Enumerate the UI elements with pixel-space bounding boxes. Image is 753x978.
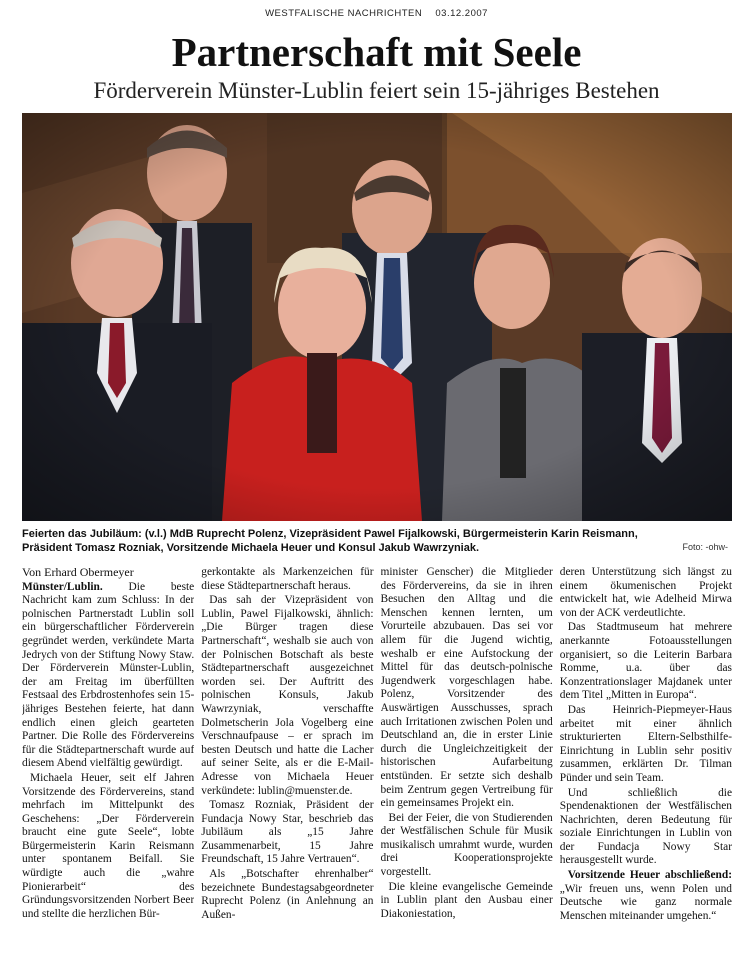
paragraph: Als „Botschafter ehrenhalber“ bezeichnete Bundestagsabgeordneter Ruprecht Polenz (in Anlehnung an Außen- — [201, 868, 374, 921]
dateline: Münster/Lublin. — [22, 580, 103, 593]
article-column-4 — [560, 566, 732, 974]
paragraph — [22, 581, 194, 771]
paragraph: minister Genscher) die Mitglieder des Fördervereins, da sie in ihren Besuchen den Alltag und die Menschen kennen lernten, um Vorurteile abzubauen. Das sei vor allem für die Jugend wichtig, weshalb er eine Aufstockung der Mittel für das deutsch-polnische Jugendwerk vorgeschlagen habe. Polenz, Vorsitzender des Auswärtigen Ausschusses, sprach auch Irritationen zwischen Polen und Deutschland an, die in erster Linie durch die Ungleichzeitigkeit der historischen Aufarbeitung entstünden. Er setzte sich deshalb beim Zentrum gegen Vertreibung für ein gemeinsames Projekt ein. — [380, 566, 553, 810]
caption-line-1: Feierten das Jubiläum: (v.l.) MdB Ruprecht Polenz, Vizepräsident Pawel Fijalkowski, Bürgermeisterin Karin Reismann, — [22, 528, 638, 540]
paragraph: deren Unterstützung sich längst zu einem ökumenischen Projekt entwickelt hat, wie Adelheid Mirwa von der ACK verdeutlichte. — [559, 566, 732, 619]
closing-quote-lead: Vorsitzende Heuer abschließend: — [567, 869, 732, 882]
paragraph-text: Die beste Nachricht kam zum Schluss: In der polnischen Partnerstadt Lublin soll ein bürgerschaftlicher Förderverein gegründet werden, verkündete Marta Jedrych von der Stiftung Nowy Staw. Der Förderverein Münster-Lublin, der am Freitag im überfüllten Festsaal des Erbdrostenhofes sein 15-jähriges Bestehen feierte, hat dann endlich einen gleich gearteten Partner. Die Rolle des Fördervereins für die Städtepartnerschaft wurde auf diesem Abend vielfältig gewürdigt. — [22, 580, 195, 770]
paragraph: Bei der Feier, die von Studierenden der Westfälischen Schule für Musik musikalisch umrahmt wurde, wurden drei Kooperationsprojekte vorgestellt. — [380, 811, 553, 879]
article-body — [22, 566, 732, 974]
photo-caption — [22, 527, 732, 555]
closing-quote: „Wir freuen uns, wenn Polen und Deutsche wie ganz normale Menschen miteinander umgehen.“ — [559, 882, 732, 922]
publication-date: 03.12.2007 — [435, 8, 488, 19]
article-column-3 — [381, 566, 553, 974]
paragraph: Das Stadtmuseum hat mehrere anerkannte Fotoausstellungen organisiert, so die Leiterin Barbara Romme, u.a. über das Konzentrationslager Majdanek unter dem Titel „Mitten in Europa“. — [559, 621, 732, 702]
byline: Von Erhard Obermeyer — [22, 566, 134, 579]
paragraph: Tomasz Rozniak, Präsident der Fundacja Nowy Star, beschrieb das Jubiläum als „15 Jahre Zusammenarbeit, 15 Jahre Freundschaft, 15 Jahre Vertrauen“. — [201, 799, 374, 866]
paragraph: Und schließlich die Spendenaktionen der Westfälischen Nachrichten, deren Bedeutung für soziale Einrichtungen in Lublin von der Fundacja Nowy Star herausgestellt wurde. — [559, 786, 732, 867]
paragraph: Die kleine evangelische Gemeinde in Lublin plant den Ausbau einer Diakoniestation, — [380, 880, 553, 920]
paragraph: Das Heinrich-Piepmeyer-Haus arbeitet mit einer ähnlich strukturierten Eltern-Selbsthilfe-Einrichtung in Lublin sehr positiv zusammen, erklärten Dr. Tilman Pünder und sein Team. — [559, 703, 732, 784]
photo-credit: Foto: -ohw- — [682, 542, 728, 552]
newspaper-name: WESTFALISCHE NACHRICHTEN — [265, 8, 423, 19]
caption-line-2: Präsident Tomasz Rozniak, Vorsitzende Michaela Heuer und Konsul Jakub Wawrzyniak. — [22, 542, 480, 554]
group-photo — [22, 113, 732, 521]
headline: Partnerschaft mit Seele — [171, 29, 582, 75]
masthead — [0, 8, 753, 19]
subheadline: Förderverein Münster-Lublin feiert sein 15-jähriges Bestehen — [93, 78, 660, 103]
paragraph: gerkontakte als Markenzeichen für diese Städtepartnerschaft heraus. — [201, 566, 374, 592]
paragraph: Das sah der Vizepräsident von Lublin, Pawel Fijalkowski, ähnlich: „Die Bürger tragen diese Partnerschaft“, weshalb sie auch von der Polnischen Botschaft als beste Städtepartnerschaft ausgezeichnet worden sei. Der Auftritt des polnischen Konsuls, Jakub Wawrzyniak, verschaffte Dolmetscherin Jola Vogelberg eine Verschnaufpause – er sprach im besten Deutsch und hatte die Lacher auf seiner Seite, als er die E-Mail-Adresse von Michaela Heuer verkündete: lublin@muenster.de. — [201, 594, 374, 797]
paragraph — [560, 869, 732, 923]
paragraph: Michaela Heuer, seit elf Jahren Vorsitzende des Fördervereins, stand mehrfach im Mittelpunkt des Geschehens: „Der Förderverein braucht eine gute Seele“, lobte Bürgermeisterin Karin Reismann unter spontanem Beifall. Sie würdigte auch die „wahre Pionierarbeit“ des Gründungsvorsitzenden Norbert Beer und stellte die herzlichen Bür- — [22, 771, 195, 920]
article-column-1 — [22, 566, 194, 974]
article-column-2 — [201, 566, 373, 974]
group-photo-illustration — [22, 113, 732, 521]
